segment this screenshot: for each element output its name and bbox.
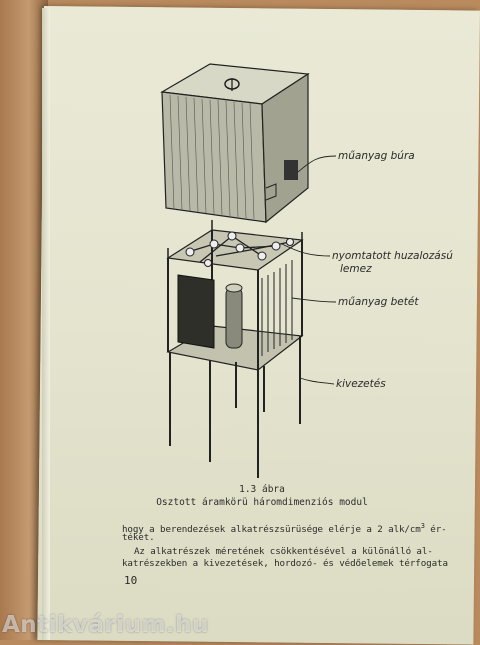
body-text-line4: katrészekben a kivezetések, hordozó- és védőelemek térfogata	[122, 558, 448, 569]
label-lead-out: kivezetés	[336, 378, 386, 390]
label-printed-wiring-board-line2: lemez	[340, 263, 372, 275]
body-text-line3: Az alkatrészek méretének csökkentésével a különálló al-	[134, 546, 433, 557]
figure-caption: Osztott áramkörü háromdimenziós modul	[156, 497, 368, 508]
body-text-line2: téket.	[122, 532, 155, 543]
page-number: 10	[124, 574, 138, 587]
body-text-line1-end: ér-	[430, 524, 447, 536]
watermark-logo: Antikvárium.hu	[2, 612, 209, 638]
plastic-cover-drawing	[162, 64, 308, 222]
figure-number: 1.3 ábra	[239, 484, 285, 495]
body-text-line1: hogy a berendezések alkatrészsürüsége elérje a 2 alk/cm	[122, 524, 421, 536]
body-text-superscript: 3	[420, 522, 425, 530]
label-plastic-insert: műanyag betét	[338, 296, 419, 308]
label-printed-wiring-board: nyomtatott huzalozású	[332, 250, 453, 262]
label-plastic-cover: műanyag búra	[338, 150, 415, 162]
module-assembly-drawing	[168, 220, 302, 478]
